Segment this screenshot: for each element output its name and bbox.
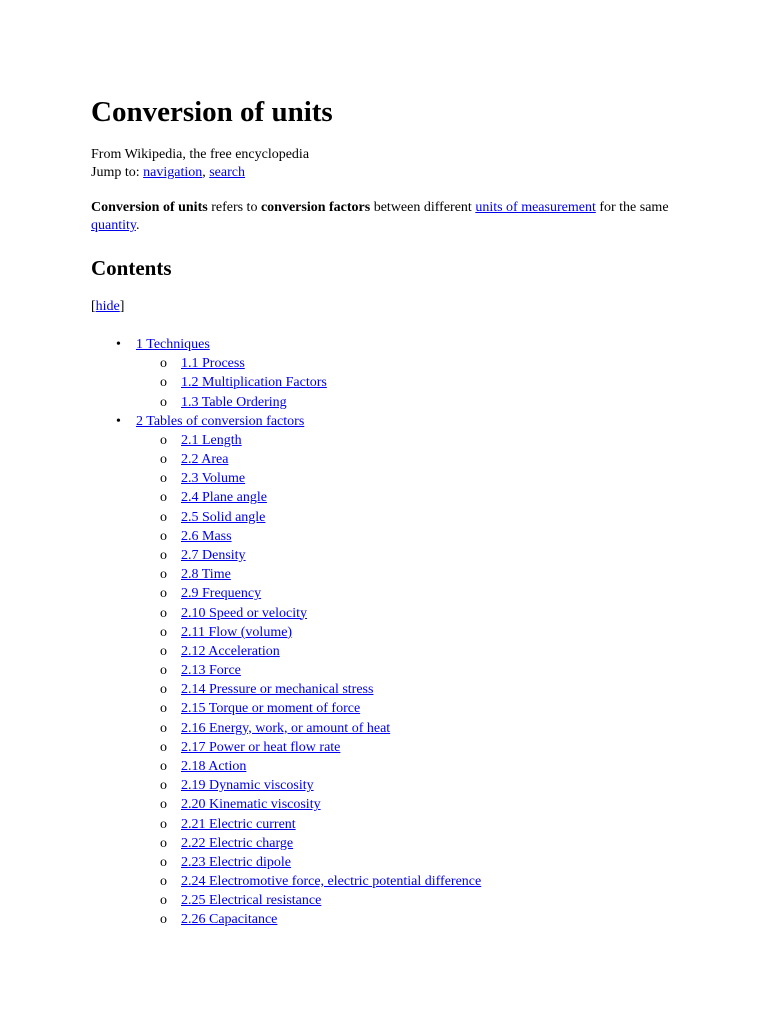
toc-link[interactable]: 2.2 Area <box>181 452 229 468</box>
intro-text: between different <box>370 200 476 215</box>
toc-link[interactable]: 2.1 Length <box>181 432 242 448</box>
intro-paragraph <box>91 199 691 235</box>
toc-link[interactable]: 2.24 Electromotive force, electric potential difference <box>181 874 482 889</box>
site-tagline: From Wikipedia, the free encyclopedia <box>91 147 310 162</box>
toc-link[interactable]: 2.10 Speed or velocity <box>181 605 307 621</box>
bullet-circle-icon: o <box>160 586 167 602</box>
bullet-circle-icon: o <box>160 778 167 794</box>
bullet-disc-icon: • <box>116 413 121 429</box>
page-title: Conversion of units <box>91 96 333 128</box>
toc-link[interactable]: 2.6 Mass <box>181 528 232 544</box>
bullet-circle-icon: o <box>160 682 167 698</box>
bullet-disc-icon: • <box>116 337 121 352</box>
hide-toc-link[interactable]: hide <box>95 299 120 314</box>
bullet-circle-icon: o <box>160 432 167 448</box>
bullet-circle-icon: o <box>160 643 167 659</box>
toc-toggle <box>91 298 124 316</box>
toc-link[interactable]: 1.2 Multiplication Factors <box>181 375 327 391</box>
toc-link[interactable]: 2.13 Force <box>181 663 241 679</box>
toc-link[interactable]: 2.22 Electric charge <box>181 835 294 851</box>
toc-link[interactable]: 1 Techniques <box>136 337 210 352</box>
jump-navigation-link[interactable]: navigation <box>143 165 203 180</box>
jump-to-line <box>91 164 245 182</box>
bullet-circle-icon: o <box>160 893 167 909</box>
toc-link[interactable]: 2.12 Acceleration <box>181 643 280 659</box>
bullet-circle-icon: o <box>160 509 167 525</box>
quantity-link[interactable]: quantity <box>91 218 136 233</box>
intro-term-conversion-factors: conversion factors <box>260 200 371 215</box>
bullet-circle-icon: o <box>160 567 167 583</box>
toc-link[interactable]: 1.1 Process <box>181 356 245 372</box>
toc-link[interactable]: 2.17 Power or heat flow rate <box>181 739 341 755</box>
contents-heading: Contents <box>91 256 172 280</box>
bullet-circle-icon: o <box>160 854 167 870</box>
jump-prefix: Jump to: <box>91 165 144 180</box>
units-of-measurement-link[interactable]: units of measurement <box>475 200 596 215</box>
toc-link[interactable]: 2.9 Frequency <box>181 586 262 602</box>
toc-link[interactable]: 2.19 Dynamic viscosity <box>181 778 314 794</box>
toc-link[interactable]: 2.5 Solid angle <box>181 509 266 525</box>
toc-link[interactable]: 2.23 Electric dipole <box>181 854 292 870</box>
bullet-circle-icon: o <box>160 394 167 410</box>
bullet-circle-icon: o <box>160 701 167 717</box>
bullet-circle-icon: o <box>160 739 167 755</box>
toc-link[interactable]: 2.11 Flow (volume) <box>181 624 293 640</box>
bullet-circle-icon: o <box>160 375 167 391</box>
jump-search-link[interactable]: search <box>209 165 245 180</box>
bullet-circle-icon: o <box>160 816 167 832</box>
bullet-circle-icon: o <box>160 548 167 563</box>
bullet-circle-icon: o <box>160 356 167 372</box>
intro-text: . <box>135 218 140 233</box>
bullet-circle-icon: o <box>160 624 167 640</box>
toc-link[interactable]: 2.14 Pressure or mechanical stress <box>181 682 374 698</box>
bullet-circle-icon: o <box>160 759 167 774</box>
bullet-circle-icon: o <box>160 663 167 679</box>
toc-link[interactable]: 2 Tables of conversion factors <box>136 413 305 429</box>
toc-link[interactable]: 2.20 Kinematic viscosity <box>181 797 321 813</box>
bullet-circle-icon: o <box>160 874 167 889</box>
bullet-circle-icon: o <box>160 720 167 736</box>
toc-link[interactable]: 2.16 Energy, work, or amount of heat <box>181 720 391 736</box>
bullet-circle-icon: o <box>160 452 167 468</box>
bullet-circle-icon: o <box>160 835 167 851</box>
toc-link[interactable]: 2.8 Time <box>181 567 231 583</box>
toc-link[interactable]: 2.15 Torque or moment of force <box>181 701 361 717</box>
intro-text: for the same <box>595 200 669 215</box>
bullet-circle-icon: o <box>160 471 167 487</box>
toc-link[interactable]: 2.7 Density <box>181 548 246 563</box>
toc-link[interactable]: 2.26 Capacitance <box>181 912 278 928</box>
bullet-circle-icon: o <box>160 797 167 813</box>
bullet-circle-icon: o <box>160 912 167 928</box>
toc-link[interactable]: 2.18 Action <box>181 759 247 774</box>
toc-link[interactable]: 2.3 Volume <box>181 471 246 487</box>
bullet-circle-icon: o <box>160 605 167 621</box>
intro-text: refers to <box>207 200 261 215</box>
bracket-open: [ <box>91 299 96 314</box>
toc-link[interactable]: 2.21 Electric current <box>181 816 296 832</box>
bullet-circle-icon: o <box>160 490 167 506</box>
bracket-close: ] <box>119 299 125 314</box>
toc-link[interactable]: 1.3 Table Ordering <box>181 394 287 410</box>
toc-link[interactable]: 2.4 Plane angle <box>181 490 267 506</box>
toc-link[interactable]: 2.25 Electrical resistance <box>181 893 322 909</box>
intro-term: Conversion of units <box>91 200 208 215</box>
bullet-circle-icon: o <box>160 528 167 544</box>
jump-separator: , <box>202 165 210 180</box>
